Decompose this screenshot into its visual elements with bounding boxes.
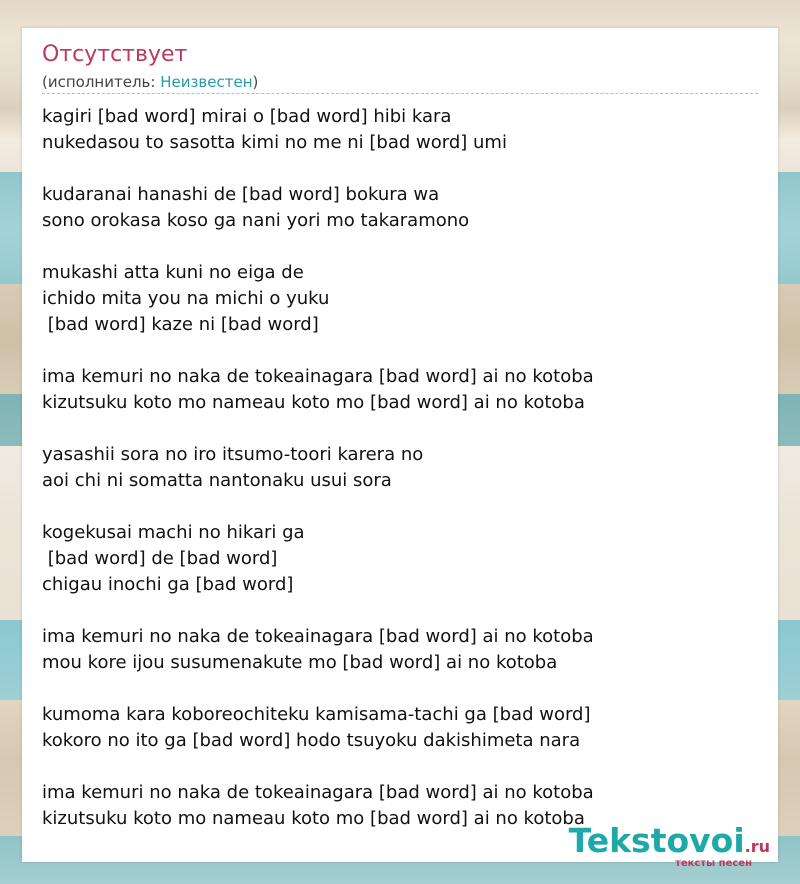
lyric-line: ima kemuri no naka de tokeainagara [bad word] ai no kotoba [42,366,594,387]
lyric-line: chigau inochi ga [bad word] [42,574,294,595]
lyrics-text [42,104,762,832]
artist-link[interactable]: Неизвестен [160,73,253,91]
lyric-line: kagiri [bad word] mirai o [bad word] hibi kara [42,106,452,127]
lyric-line [42,156,762,182]
lyric-line: ima kemuri no naka de tokeainagara [bad word] ai no kotoba [42,782,594,803]
lyric-line [42,598,762,624]
lyric-line [42,338,762,364]
lyric-line: ichido mita you na michi o yuku [42,288,330,309]
logo-name: Tekstovoi [568,821,745,860]
lyric-line: [bad word] de [bad word] [42,548,278,569]
lyric-line: [bad word] kaze ni [bad word] [42,314,319,335]
lyric-line: yasashii sora no iro itsumo-toori karera no [42,444,424,465]
artist-line [42,73,258,91]
lyric-line: mou kore ijou susumenakute mo [bad word] ai no kotoba [42,652,558,673]
lyric-line: kumoma kara koboreochiteku kamisama-tachi ga [bad word] [42,704,591,725]
lyric-line [42,494,762,520]
artist-suffix: ) [252,73,259,91]
lyric-line: kudaranai hanashi de [bad word] bokura wa [42,184,440,205]
lyric-line: kizutsuku koto mo nameau koto mo [bad word] ai no kotoba [42,808,585,829]
lyric-line: ima kemuri no naka de tokeainagara [bad word] ai no kotoba [42,626,594,647]
lyric-line: kizutsuku koto mo nameau koto mo [bad word] ai no kotoba [42,392,585,413]
lyric-line: sono orokasa koso ga nani yori mo takaramono [42,210,470,231]
lyric-line: kogekusai machi no hikari ga [42,522,305,543]
song-title: Отсутствует [42,42,188,67]
lyric-line [42,754,762,780]
site-logo[interactable] [568,821,770,869]
lyric-line: aoi chi ni somatta nantonaku usui sora [42,470,392,491]
lyric-line [42,416,762,442]
lyric-line [42,234,762,260]
divider [42,93,758,94]
lyric-line: nukedasou to sasotta kimi no me ni [bad word] umi [42,132,507,153]
lyric-line: kokoro no ito ga [bad word] hodo tsuyoku dakishimeta nara [42,730,581,751]
artist-prefix: (исполнитель: [42,73,161,91]
logo-tagline: тексты песен [675,858,752,869]
lyric-line [42,676,762,702]
lyric-line: mukashi atta kuni no eiga de [42,262,304,283]
lyrics-card [22,28,778,862]
logo-domain: .ru [744,837,770,856]
